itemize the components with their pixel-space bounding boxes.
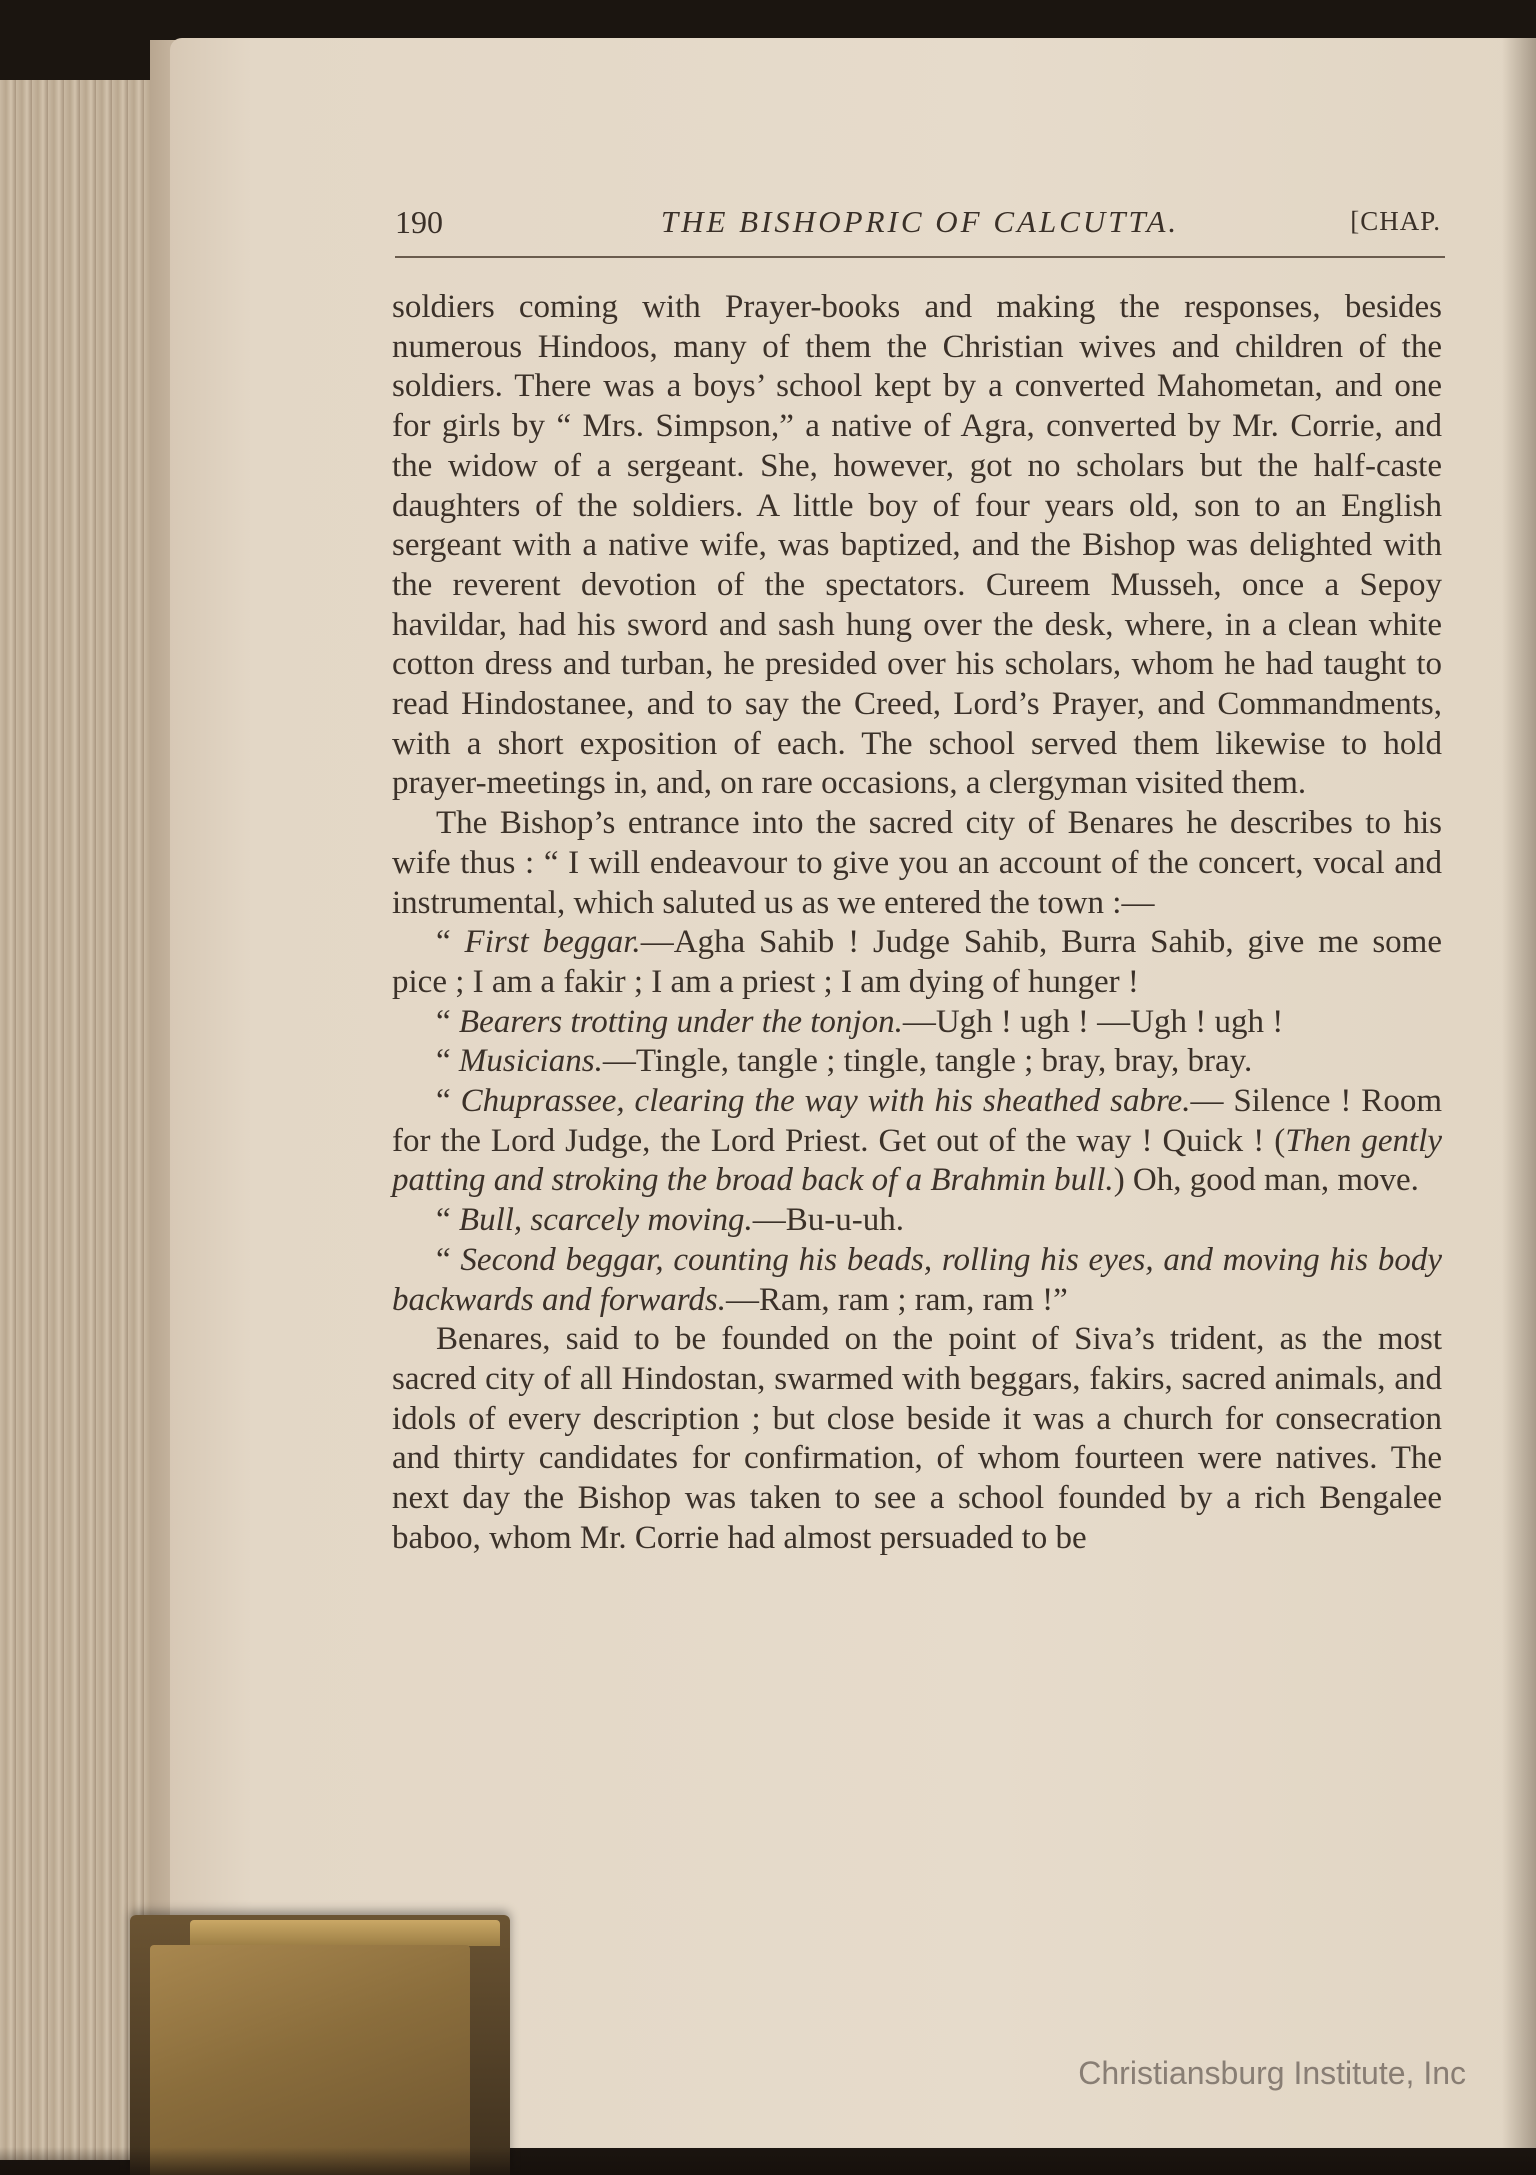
italic-segment: First beggar. <box>464 924 641 961</box>
book-weight-front <box>150 1945 470 2175</box>
text-segment: “ <box>436 1241 461 1278</box>
text-segment: “ <box>436 924 465 961</box>
text-segment: —Bu-u-uh. <box>752 1202 905 1239</box>
paragraph <box>392 1042 1442 1082</box>
italic-segment: Bull, scarcely moving. <box>458 1202 753 1239</box>
text-segment: The Bishop’s entrance into the sacred city of Benares he describes to his wife thus : “ I will endeavour to give you an account of the concert, vocal and instrumental, which saluted us as we entered the town :— <box>392 805 1442 921</box>
chapter-label: [CHAP. <box>1350 206 1441 236</box>
paragraph <box>392 1241 1442 1320</box>
text-segment: soldiers coming with Prayer-books and making the responses, besides numerous Hindoos, many of them the Christian wives and children of the soldiers. There was a boys’ school kept by a converted Mahometan, and one for girls by “ Mrs. Simpson,” a native of Agra, converted by Mr. Corrie, and the widow of a sergeant. She, however, got no scholars but the half-caste daughters of the soldiers. A little boy of four years old, son to an English sergeant with a native wife, was baptized, and the Bishop was delighted with the reverent devotion of the spectators. Cureem Musseh, once a Sepoy havildar, had his sword and sash hung over the desk, where, in a clean white cotton dress and turban, he presided over his scholars, whom he had taught to read Hindostanee, and to say the Creed, Lord’s Prayer, and Commandments, with a short exposition of each. The school served them likewise to hold prayer-meetings in, and, on rare occasions, a clergyman visited them. <box>392 289 1442 802</box>
running-head <box>395 200 1445 258</box>
text-segment: — Silence ! Room for the Lord Judge, the Lord Priest. Get out of the way ! Quick ! ( <box>392 1083 1442 1159</box>
text-segment: —Agha Sahib ! Judge Sahib, Burra Sahib, give me some pice ; I am a fakir ; I am a priest ; I am dying of hunger ! <box>392 924 1443 1000</box>
paragraph <box>392 1082 1442 1201</box>
italic-segment: Chuprassee, clearing the way with his sheathed sabre. <box>460 1083 1191 1120</box>
italic-segment: Musicians. <box>458 1043 603 1080</box>
paragraph <box>392 804 1442 923</box>
bottom-shadow <box>0 2147 1536 2175</box>
body-text <box>392 288 1442 1559</box>
text-segment: “ <box>436 1202 459 1239</box>
paragraph <box>392 1003 1442 1043</box>
paragraph <box>392 1201 1442 1241</box>
text-segment: —Tingle, tangle ; tingle, tangle ; bray, bray, bray. <box>602 1043 1253 1080</box>
text-segment: Benares, said to be founded on the point of Siva’s trident, as the most sacred city of all Hindostan, swarmed with beggars, fakirs, sacred animals, and idols of every description ; but close beside it was a church for consecration and thirty candidates for confirmation, of whom fourteen were natives. The next day the Bishop was taken to see a school founded by a rich Bengalee baboo, whom Mr. Corrie had almost persuaded to be <box>392 1321 1442 1556</box>
paragraph-continued <box>392 288 1442 804</box>
book-title: THE BISHOPRIC OF CALCUTTA. <box>660 204 1180 239</box>
italic-segment: Second beggar, counting his beads, rolling his eyes, and moving his body backwards and forwards. <box>392 1241 1442 1318</box>
text-segment: —Ugh ! ugh ! —Ugh ! ugh ! <box>902 1003 1284 1040</box>
page-gutter-shadow <box>1502 38 1536 2148</box>
paragraph <box>392 1320 1442 1558</box>
text-segment: “ <box>436 1003 459 1040</box>
italic-segment: Then gently patting and stroking the broad back of a Brahmin bull. <box>392 1122 1442 1199</box>
watermark: Christiansburg Institute, Inc <box>1078 2055 1466 2091</box>
text-segment: “ <box>436 1043 459 1080</box>
italic-segment: Bearers trotting under the tonjon. <box>458 1003 903 1040</box>
page-number: 190 <box>395 204 443 240</box>
text-segment: ) Oh, good man, move. <box>1113 1162 1419 1199</box>
text-segment: “ <box>436 1083 461 1120</box>
paragraph <box>392 923 1442 1002</box>
text-segment: —Ram, ram ; ram, ram !” <box>726 1281 1068 1318</box>
book-weight-top <box>190 1920 500 1946</box>
